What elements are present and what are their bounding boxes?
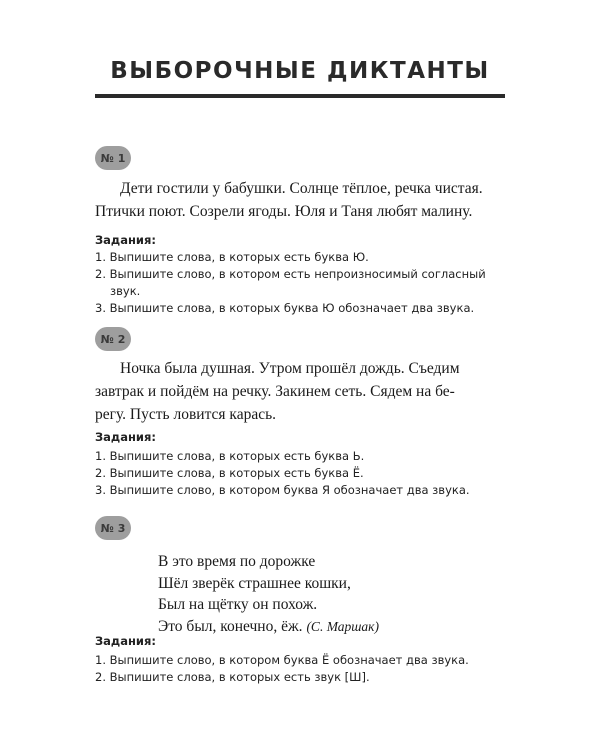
tasks-heading-2: Задания: [95, 430, 156, 444]
task-item: 3. Выпишите слово, в котором буква Я обозначает два звука. [95, 483, 470, 497]
poem-line: Был на щётку он похож. [158, 596, 318, 613]
task-item: 2. Выпишите слова, в которых есть буква Ё. [95, 466, 364, 480]
text-line: Птички поют. Созрели ягоды. Юля и Таня любят малину. [95, 203, 473, 220]
poem [158, 551, 518, 637]
tasks-heading-1: Задания: [95, 233, 156, 247]
exercise-badge-1: № 1 [95, 146, 131, 170]
task-item: 3. Выпишите слова, в которых буква Ю обозначает два звука. [95, 301, 475, 315]
task-item: 1. Выпишите слово, в котором буква Ё обозначает два звука. [95, 653, 469, 667]
poem-line: Шёл зверёк страшнее кошки, [158, 574, 351, 592]
dictation-text-1 [95, 177, 505, 223]
title-divider [95, 94, 505, 98]
dictation-text-2 [95, 357, 505, 426]
tasks-heading-3: Задания: [95, 634, 156, 648]
task-list-1 [95, 249, 505, 317]
text-line: Дети гостили у бабушки. Солнце тёплое, речка чистая. [120, 180, 483, 197]
text-line: Ночка была душная. Утром прошёл дождь. Съедим [120, 360, 460, 377]
exercise-badge-2: № 2 [95, 327, 131, 351]
exercise-badge-3: № 3 [95, 516, 131, 540]
poem-line [158, 616, 518, 638]
task-list-3 [95, 652, 505, 686]
task-item: 1. Выпишите слова, в которых есть буква Ь. [95, 449, 365, 463]
task-item: звук. [110, 284, 141, 298]
text-line: завтрак и пойдём на речку. Закинем сеть. Сядем на бе- [95, 383, 455, 400]
task-item: 2. Выпишите слово, в котором есть непроизносимый согласный [95, 267, 486, 281]
text-line: регу. Пусть ловится карась. [95, 406, 277, 423]
poem-line: В это время по дорожке [158, 553, 316, 570]
task-list-2 [95, 448, 505, 499]
page-title: ВЫБОРОЧНЫЕ ДИКТАНТЫ [110, 58, 490, 84]
task-item: 1. Выпишите слова, в которых есть буква Ю. [95, 250, 369, 264]
poem-line-text: Это был, конечно, ёж. [158, 617, 303, 635]
poem-author: (С. Маршак) [306, 618, 379, 634]
task-item: 2. Выпишите слова, в которых есть звук [Ш]. [95, 670, 370, 684]
